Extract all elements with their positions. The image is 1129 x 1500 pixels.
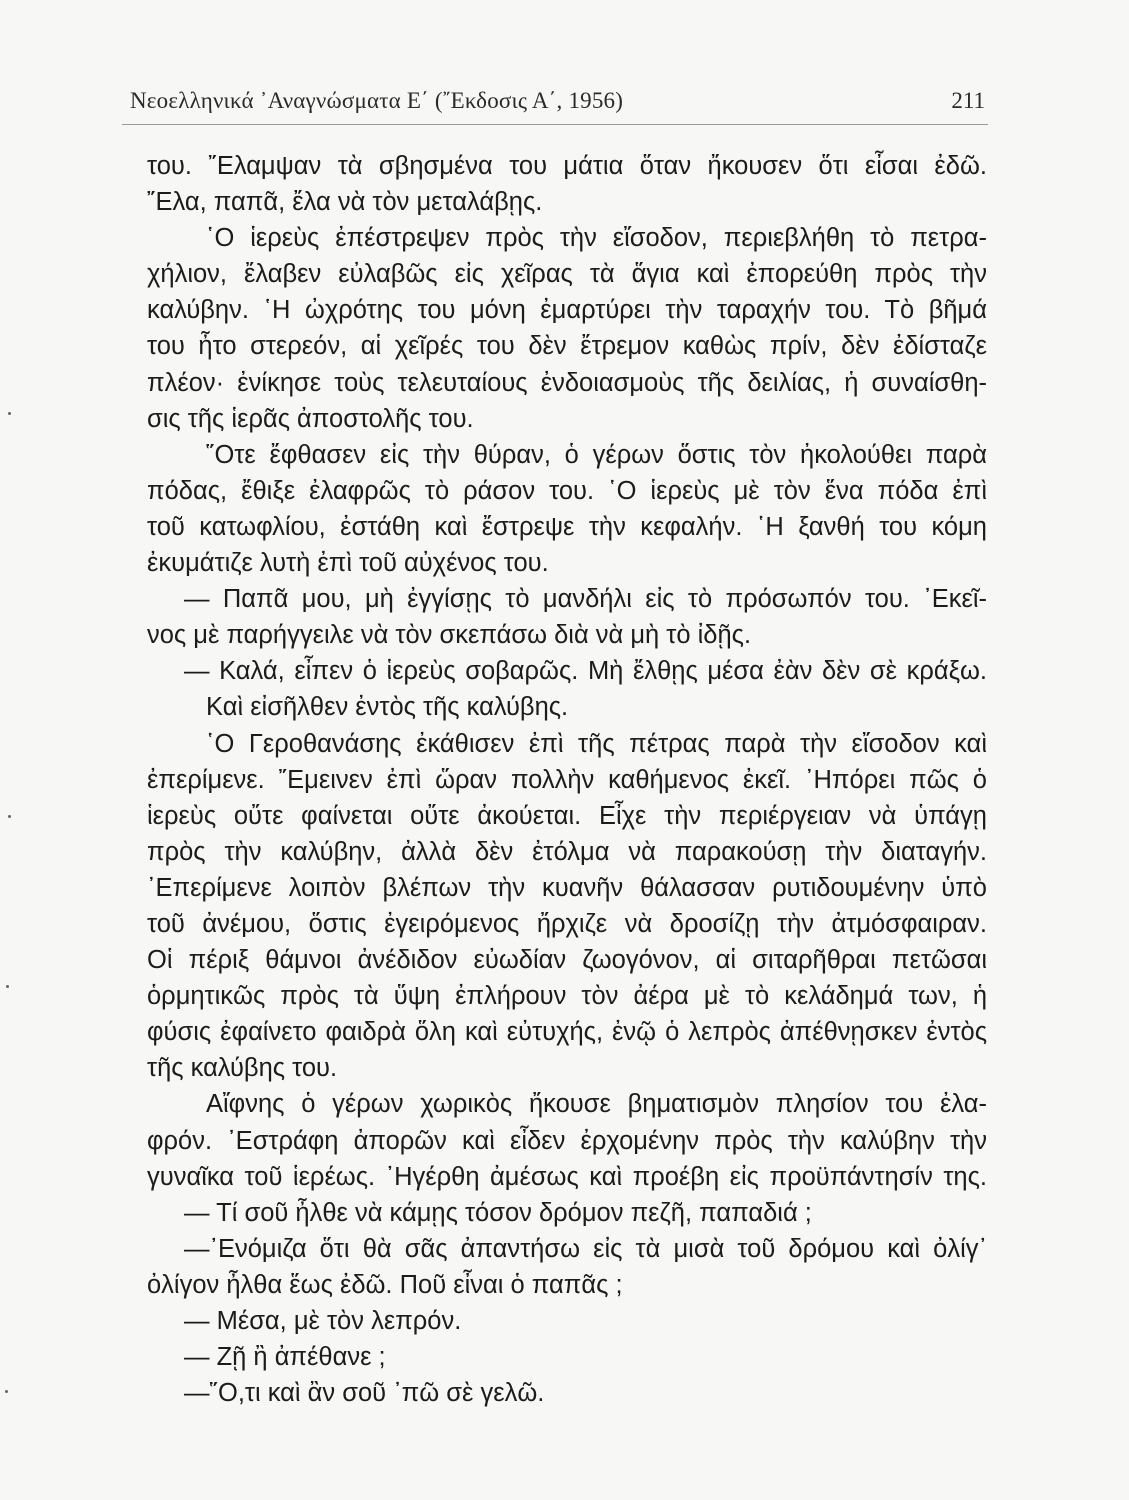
- text-line: — Τί σοῦ ἦλθε νὰ κάμῃς τόσον δρόμον πεζῆ, παπαδιά ;: [184, 1198, 812, 1227]
- text-line: — Μέσα, μὲ τὸν λεπρόν.: [184, 1307, 462, 1335]
- text-line: ὀλίγον ἦλθα ἕως ἐδῶ. Ποῦ εἶναι ὁ παπᾶς ;: [147, 1270, 623, 1299]
- text-line: ῾Ο Γεροθανάσης ἐκάθισεν ἐπὶ τῆς πέτρας παρὰ τὴν εἴσοδον καὶ: [206, 729, 987, 758]
- text-line: —῞Ο,τι καὶ ἂν σοῦ ᾽πῶ σὲ γελῶ.: [184, 1379, 545, 1408]
- text-line: χήλιον, ἔλαβεν εὐλαβῶς εἰς χεῖρας τὰ ἅγια καὶ ἐπορεύθη πρὸς τὴν: [147, 260, 987, 289]
- text-line: πλέον· ἐνίκησε τοὺς τελευταίους ἐνδοιασμοὺς τῆς δειλίας, ἡ συναίσθη-: [147, 368, 987, 397]
- text-line: νος μὲ παρήγγειλε νὰ τὸν σκεπάσω διὰ νὰ μὴ τὸ ἰδῇς.: [147, 621, 752, 650]
- text-line: του ἦτο στερεόν, αἱ χεῖρές του δὲν ἔτρεμον καθὼς πρίν, δὲν ἐδίσταζε: [147, 332, 987, 361]
- scan-speck: [8, 815, 11, 818]
- text-line: ῾Ο ἱερεὺς ἐπέστρεψεν πρὸς τὴν εἴσοδον, περιεβλήθη τὸ πετρα-: [206, 224, 987, 253]
- scan-speck: [5, 1390, 8, 1393]
- text-line: πόδας, ἔθιξε ἐλαφρῶς τὸ ράσον του. ῾Ο ἱερεὺς μὲ τὸν ἕνα πόδα ἐπὶ: [147, 476, 987, 505]
- page-number: 211: [951, 88, 985, 113]
- scan-speck: [8, 412, 11, 415]
- text-line: γυναῖκα τοῦ ἱερέως. ᾽Ηγέρθη ἀμέσως καὶ προέβη εἰς προϋπάντησίν της.: [147, 1162, 987, 1191]
- text-line: του. ῎Ελαμψαν τὰ σβησμένα του μάτια ὅταν ἤκουσεν ὅτι εἶσαι ἐδῶ.: [147, 152, 987, 180]
- text-line: — Παπᾶ μου, μὴ ἐγγίσῃς τὸ μανδήλι εἰς τὸ πρόσωπόν του. ᾽Εκεῖ-: [184, 585, 987, 614]
- text-line: καλύβην. ῾Η ὠχρότης του μόνη ἐμαρτύρει τὴν ταραχήν του. Τὸ βῆμά: [147, 296, 987, 325]
- text-line: τῆς καλύβης του.: [147, 1054, 338, 1083]
- running-title: Νεοελληνικά ᾽Αναγνώσματα Ε΄ (῎Εκδοσις Α΄, 1956): [130, 88, 624, 113]
- text-line: ὁρμητικῶς πρὸς τὰ ὕψη ἐπλήρουν τὸν ἀέρα μὲ τὸ κελάδημά των, ἡ: [147, 982, 987, 1011]
- text-line: ἐπερίμενε. ῎Εμεινεν ἐπὶ ὥραν πολλὴν καθήμενος ἐκεῖ. ᾽Ηπόρει πῶς ὁ: [147, 765, 987, 794]
- body-text: [147, 148, 987, 1411]
- text-line: πρὸς τὴν καλύβην, ἀλλὰ δὲν ἐτόλμα νὰ παρακούσῃ τὴν διαταγήν.: [147, 837, 987, 866]
- running-header: [130, 88, 985, 120]
- text-line: Καὶ εἰσῆλθεν ἐντὸς τῆς καλύβης.: [206, 693, 569, 722]
- scan-speck: [6, 985, 9, 988]
- text-line: ῎Ελα, παπᾶ, ἔλα νὰ τὸν μεταλάβῃς.: [147, 188, 543, 217]
- text-line: φρόν. ᾽Εστράφη ἀπορῶν καὶ εἶδεν ἐρχομένην πρὸς τὴν καλύβην τὴν: [147, 1126, 987, 1155]
- text-line: σις τῆς ἱερᾶς ἀποστολῆς του.: [147, 404, 474, 433]
- text-line: Οἱ πέριξ θάμνοι ἀνέδιδον εὐωδίαν ζωογόνον, αἱ σιταρῆθραι πετῶσαι: [147, 946, 987, 975]
- text-line: ἐκυμάτιζε λυτὴ ἐπὶ τοῦ αὐχένος του.: [147, 549, 549, 578]
- header-rule: [122, 124, 988, 125]
- text-line: τοῦ ἀνέμου, ὅστις ἐγειρόμενος ἤρχιζε νὰ δροσίζῃ τὴν ἀτμόσφαιραν.: [147, 909, 987, 938]
- text-line: ᾽Επερίμενε λοιπὸν βλέπων τὴν κυανῆν θάλασσαν ρυτιδουμένην ὑπὸ: [147, 873, 987, 902]
- text-line: τοῦ κατωφλίου, ἐστάθη καὶ ἔστρεψε τὴν κεφαλήν. ῾Η ξανθή του κόμη: [147, 512, 987, 541]
- text-line: — Ζῇ ἢ ἀπέθανε ;: [184, 1343, 386, 1372]
- text-line: Αἴφνης ὁ γέρων χωρικὸς ἤκουσε βηματισμὸν πλησίον του ἐλα-: [206, 1090, 987, 1119]
- text-line: φύσις ἐφαίνετο φαιδρὰ ὅλη καὶ εὐτυχής, ἐνῷ ὁ λεπρὸς ἀπέθνῃσκεν ἐντὸς: [147, 1018, 987, 1047]
- text-line: — Καλά, εἶπεν ὁ ἱερεὺς σοβαρῶς. Μὴ ἔλθῃς μέσα ἐὰν δὲν σὲ κράξω.: [184, 657, 987, 686]
- text-line: ἱερεὺς οὔτε φαίνεται οὔτε ἀκούεται. Εἶχε τὴν περιέργειαν νὰ ὑπάγῃ: [147, 801, 987, 830]
- text-line: ῞Οτε ἔφθασεν εἰς τὴν θύραν, ὁ γέρων ὅστις τὸν ἠκολούθει παρὰ: [206, 440, 987, 469]
- text-line: —᾽Ενόμιζα ὅτι θὰ σᾶς ἀπαντήσω εἰς τὰ μισὰ τοῦ δρόμου καὶ ὀλίγ᾽: [184, 1234, 987, 1263]
